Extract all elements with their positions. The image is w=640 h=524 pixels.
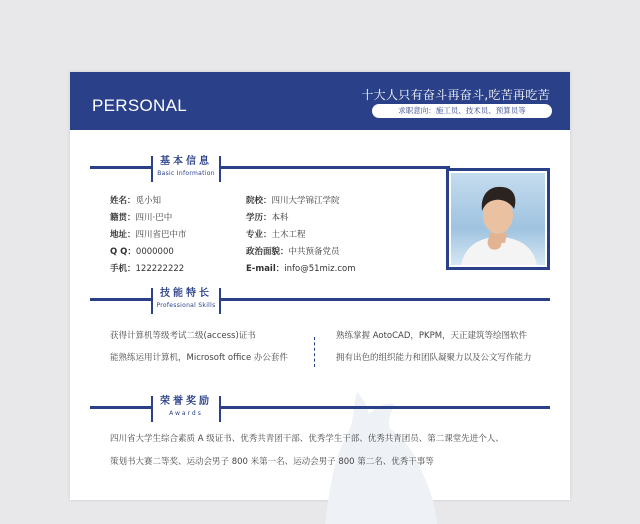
info-value: 四川省巴中市 <box>135 230 187 240</box>
portrait-photo <box>451 173 545 265</box>
info-name <box>110 196 161 207</box>
info-value: 本科 <box>271 213 289 223</box>
info-major <box>246 230 306 241</box>
awards-subtitle: Awards <box>169 410 203 417</box>
header-slogan: 十大人只有奋斗再奋斗,吃苦再吃苦 <box>361 88 550 102</box>
info-school <box>246 196 340 207</box>
info-value: 中共预备党员 <box>288 247 340 257</box>
award-item: 四川省大学生综合素质 A 级证书、优秀共青团干部、优秀学生干部、优秀共青团员、第二课堂先进个人、 <box>110 434 504 444</box>
info-email <box>246 264 355 275</box>
info-qq <box>110 247 174 258</box>
info-value: 四川大学锦江学院 <box>271 196 340 206</box>
info-label: 专业： <box>246 230 272 240</box>
skills-column-separator <box>314 337 315 367</box>
basic-divider-right <box>218 166 450 169</box>
info-label: Q Q： <box>110 247 136 257</box>
info-degree <box>246 213 289 224</box>
skills-heading <box>151 288 221 314</box>
info-value: 觅小知 <box>135 196 162 206</box>
skill-item: 熟练掌握 AotoCAD，PKPM，天正建筑等绘图软件 <box>336 331 528 341</box>
info-phone <box>110 264 184 275</box>
portrait-icon <box>451 173 545 265</box>
resume-header <box>70 72 570 154</box>
resume-page <box>70 72 570 500</box>
resume-title: PERSONAL RESUME <box>92 96 187 154</box>
info-label: 院校： <box>246 196 272 206</box>
basic-info-heading <box>151 156 221 182</box>
awards-heading <box>151 396 221 422</box>
info-value: 122222222 <box>135 264 185 274</box>
info-label: 籍贯： <box>110 213 136 223</box>
info-hometown <box>110 213 172 224</box>
horse-watermark-icon <box>295 384 445 524</box>
awards-title: 荣誉奖励 <box>160 396 212 407</box>
info-label: 学历： <box>246 213 272 223</box>
awards-divider-right <box>218 406 550 409</box>
info-label: 地址： <box>110 230 136 240</box>
info-label: 姓名： <box>110 196 136 206</box>
info-political-status <box>246 247 340 258</box>
info-value: 土木工程 <box>271 230 306 240</box>
info-value: 0000000 <box>135 247 174 257</box>
info-value: info@51miz.com <box>284 264 356 274</box>
basic-info-title: 基本信息 <box>160 156 212 167</box>
info-value: 四川·巴中 <box>135 213 173 223</box>
skill-item: 能熟练运用计算机，Microsoft office 办公套件 <box>110 353 288 363</box>
info-label: 政治面貌： <box>246 247 289 257</box>
skills-title: 技能特长 <box>160 288 212 299</box>
basic-divider-left <box>90 166 156 169</box>
info-label: E-mail： <box>246 264 285 274</box>
award-item: 策划书大赛二等奖、运动会男子 800 米第一名、运动会男子 800 第二名、优秀干事等 <box>110 457 434 467</box>
info-label: 手机： <box>110 264 136 274</box>
skills-subtitle: Professional Skills <box>156 302 216 309</box>
job-intent-pill: 求职意向：施工员、技术员、预算员等 <box>372 104 552 118</box>
basic-info-subtitle: Basic Information <box>157 170 215 177</box>
skills-divider-right <box>218 298 550 301</box>
info-address <box>110 230 187 241</box>
skill-item: 拥有出色的组织能力和团队凝聚力以及公文写作能力 <box>336 353 532 363</box>
skills-divider-left <box>90 298 156 301</box>
photo-frame <box>446 168 550 270</box>
awards-divider-left <box>90 406 156 409</box>
skill-item: 获得计算机等级考试二级(access)证书 <box>110 331 256 341</box>
